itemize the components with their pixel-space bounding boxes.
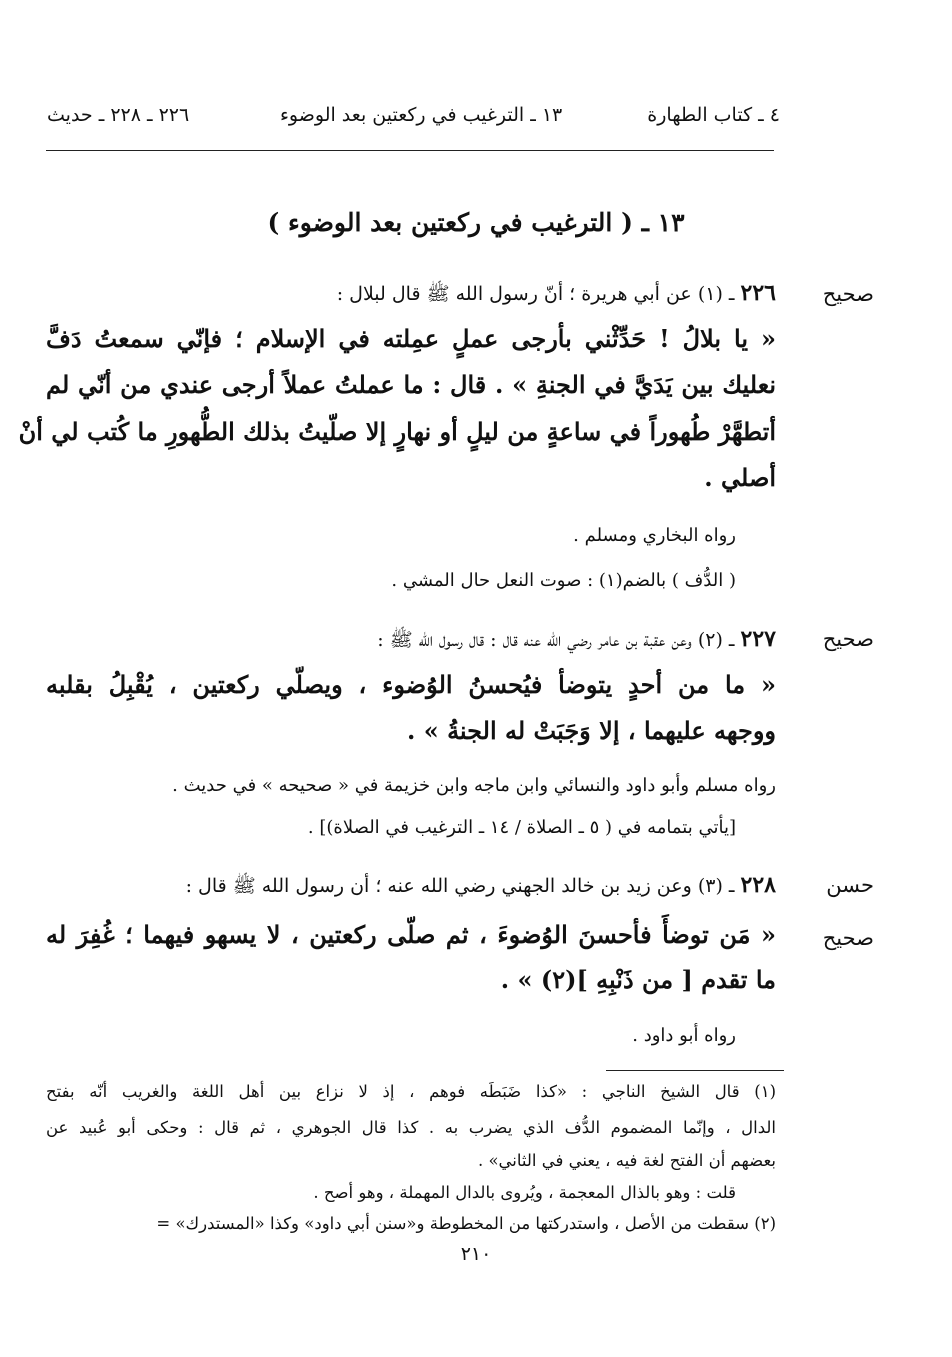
matn-line: ما تقدم [ من ذَنْبِهِ ](٢) » . xyxy=(500,965,776,994)
header-section: ١٣ ـ الترغيب في ركعتين بعد الوضوء xyxy=(280,104,563,126)
page-number: ٢١٠ xyxy=(460,1243,492,1265)
matn-line: « يا بلالُ ! حَدِّثْني بأرجى عملٍ عمِلته في الإسلام ؛ فإنّي سمعتُ دَفَّ xyxy=(46,324,776,353)
section-title: ١٣ ـ ( الترغيب في ركعتين بعد الوضوء ) xyxy=(267,208,685,237)
hadith-intro xyxy=(186,872,776,902)
gloss-note: ( الدُّف ) بالضم(١) : صوت النعل حال المشي . xyxy=(391,570,736,591)
hadith-intro-text: وعن عقبة بن عامر رضي الله عنه قال : قال رسول الله ﷺ : xyxy=(377,629,692,651)
hadith-number: ٢٢٦ xyxy=(740,280,776,306)
narration-note: رواه مسلم وأبو داود والنسائي وابن ماجه وابن خزيمة في « صحيحه » في حديث . xyxy=(172,775,776,796)
hadith-intro-text: وعن زيد بن خالد الجهني رضي الله عنه ؛ أن رسول الله ﷺ قال : xyxy=(185,875,692,897)
reference-note: [يأتي بتمامه في ( ٥ ـ الصلاة / ١٤ ـ الترغيب في الصلاة)] . xyxy=(307,817,736,838)
matn-line: نعليك بين يَدَيَّ في الجنةِ » . قال : ما عملتُ عملاً أرجى عندي من أنّي لم xyxy=(46,370,776,399)
hadith-intro xyxy=(337,280,776,310)
footnote-line: (٢) سقطت من الأصل ، واستدركتها من المخطوطة و«سنن أبي داود» وكذا «المستدرك» = xyxy=(156,1214,776,1233)
footnote-line: (١) قال الشيخ الناجي : «كذا ضَبَطَه فوهم ، إذ لا نزاع بين أهل اللغة والغريب أنّه بفتح xyxy=(46,1082,776,1101)
hadith-intro xyxy=(377,626,776,656)
matn-line: أصلي . xyxy=(704,463,776,492)
footnote-divider xyxy=(606,1070,784,1071)
header-chapter: ٤ ـ كتاب الطهارة xyxy=(647,104,780,126)
header-divider xyxy=(46,150,774,151)
grade-label: صحيح xyxy=(822,282,874,306)
footnote-line: بعضهم أن الفتح لغة فيه ، يعني في الثاني» . xyxy=(477,1151,776,1170)
header-range: ٢٢٦ ـ ٢٢٨ ـ حديث xyxy=(47,104,190,126)
grade-label-secondary: صحيح xyxy=(822,926,874,950)
matn-line: أتطهَّرْ طُهوراً في ساعةٍ من ليلٍ أو نهارٍ إلا صلّيتُ بذلك الطُّهورِ ما كُتب لي أنْ xyxy=(18,417,776,446)
grade-label: حسن xyxy=(826,873,874,897)
matn-line: « ما من أحدٍ يتوضأ فيُحسنُ الوُضوء ، ويصلّي ركعتين ، يُقْبِلُ بقلبه xyxy=(46,670,776,699)
grade-label: صحيح xyxy=(822,627,874,651)
footnote-line: الدال ، وإنّما المضموم الدُّف الذي يضرب به . كذا قال الجوهري ، ثم قال : وحكى أبو عُبيد عن xyxy=(46,1118,776,1137)
hadith-intro-text: عن أبي هريرة ؛ أنّ رسول الله ﷺ قال لبلال : xyxy=(336,283,692,305)
hadith-subnumber: ـ (١) xyxy=(697,283,735,305)
narration-note: رواه أبو داود . xyxy=(632,1025,736,1046)
hadith-subnumber: ـ (٣) xyxy=(697,875,735,897)
narration-note: رواه البخاري ومسلم . xyxy=(573,525,736,546)
hadith-number: ٢٢٧ xyxy=(740,626,776,652)
matn-line: « مَن توضأَ فأحسنَ الوُضوءَ ، ثم صلّى ركعتين ، لا يسهو فيهما ؛ غُفِرَ له xyxy=(46,920,776,949)
hadith-number: ٢٢٨ xyxy=(740,872,776,898)
matn-line: ووجهه عليهما ، إلا وَجَبَتْ له الجنةُ » . xyxy=(407,716,776,745)
hadith-subnumber: ـ (٢) xyxy=(697,629,735,651)
footnote-line: قلت : وهو بالذال المعجمة ، ويُروى بالدال المهملة ، وهو أصح . xyxy=(313,1183,736,1202)
